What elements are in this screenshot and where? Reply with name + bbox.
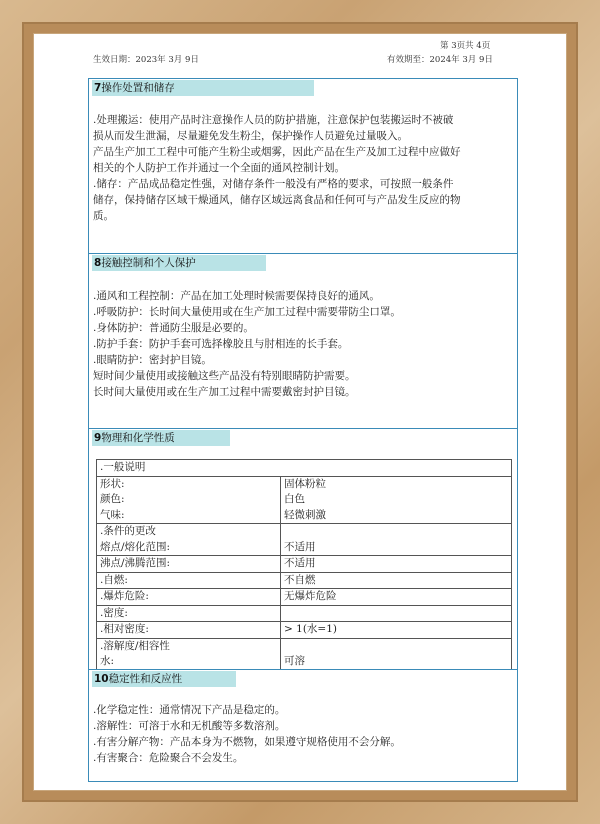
property-label: .条件的更改 [100, 525, 156, 537]
section-8-line: 长时间大量使用或在生产加工过程中需要戴密封护目镜。 [93, 386, 356, 398]
effective-date: 生效日期：2023年 3月 9日 [93, 55, 199, 65]
section-7-line: 储存，保持储存区域干燥通风，储存区域远离食品和任何可与产品发生反应的物 [93, 194, 461, 206]
property-label: 沸点/沸腾范围: [97, 556, 281, 573]
property-label: 气味: [100, 508, 125, 521]
section-10-line: .有害聚合：危险聚合不会发生。 [93, 752, 244, 764]
table-row [97, 476, 512, 524]
property-value: > 1(水=1) [281, 622, 512, 639]
table-row [97, 460, 512, 477]
section-9-title: 9物理和化学性质 [92, 430, 230, 446]
section-8-line: 短时间少量使用或接触这些产品没有特别眼睛防护需要。 [93, 370, 356, 382]
section-7-box [88, 78, 518, 254]
section-8-line: .通风和工程控制：产品在加工处理时候需要保持良好的通风。 [93, 290, 380, 302]
section-8-line: .身体防护：普通防尘服是必要的。 [93, 322, 254, 334]
section-10-box [88, 669, 518, 782]
property-label: .相对密度: [97, 622, 281, 639]
table-row [97, 556, 512, 573]
general-description: .一般说明 [97, 460, 512, 477]
section-7-line: .处理搬运：使用产品时注意操作人员的防护措施，注意保护包装搬运时不被破 [93, 114, 454, 126]
section-7-title: 7操作处置和储存 [92, 80, 314, 96]
property-value: 固体粉粒 [284, 477, 326, 490]
property-label: .溶解度/相容性 [100, 639, 170, 652]
property-value: 不适用 [284, 540, 316, 553]
property-label: 颜色: [100, 493, 125, 505]
property-label: 熔点/熔化范围: [100, 540, 171, 553]
page-count: 第 3页共 4页 [440, 41, 491, 51]
section-7-line: 产品生产加工工程中可能产生粉尘或烟雾，因此产品在生产及加工过程中应做好 [93, 146, 461, 158]
section-8-box [88, 253, 518, 429]
property-value: 白色 [284, 493, 305, 505]
property-label: .自燃: [97, 572, 281, 589]
property-label: 水: [100, 655, 115, 667]
section-8-line: .防护手套：防护手套可选择橡胶且与肘相连的长手套。 [93, 338, 349, 350]
table-row [97, 605, 512, 622]
property-value: 无爆炸危险 [281, 589, 512, 606]
section-9-box [88, 428, 518, 670]
property-label: 形状: [100, 477, 125, 490]
property-label: .爆炸危险: [97, 589, 281, 606]
section-7-line: .储存：产品成品稳定性强，对储存条件一般没有严格的要求，可按照一般条件 [93, 178, 454, 190]
section-7-line: 相关的个人防护工作并通过一个全面的通风控制计划。 [93, 162, 345, 174]
properties-table [96, 459, 512, 671]
section-10-line: .有害分解产物：产品本身为不燃物，如果遵守规格使用不会分解。 [93, 736, 401, 748]
property-value [281, 605, 512, 622]
property-value: 轻微刺激 [284, 508, 326, 521]
valid-until-date: 有效期至：2024年 3月 9日 [387, 55, 493, 65]
section-8-line: .呼吸防护：长时间大量使用或在生产加工过程中需要带防尘口罩。 [93, 306, 401, 318]
table-row [97, 638, 512, 670]
section-10-title: 10稳定性和反应性 [92, 671, 236, 687]
property-value [284, 639, 508, 655]
section-7-line: 质。 [93, 210, 114, 222]
section-8-title: 8接触控制和个人保护 [92, 255, 266, 271]
table-row [97, 524, 512, 556]
table-row [97, 622, 512, 639]
property-value: 不自燃 [281, 572, 512, 589]
section-10-line: .溶解性：可溶于水和无机酸等多数溶剂。 [93, 720, 286, 732]
section-7-line: 损从而发生泄漏，尽量避免发生粉尘，保护操作人员避免过量吸入。 [93, 130, 408, 142]
property-value: 不适用 [281, 556, 512, 573]
property-value [284, 524, 508, 540]
table-row [97, 589, 512, 606]
table-row [97, 572, 512, 589]
property-label: .密度: [97, 605, 281, 622]
section-10-line: .化学稳定性：通常情况下产品是稳定的。 [93, 704, 286, 716]
property-value: 可溶 [284, 655, 305, 667]
section-8-line: .眼睛防护：密封护目镜。 [93, 354, 212, 366]
